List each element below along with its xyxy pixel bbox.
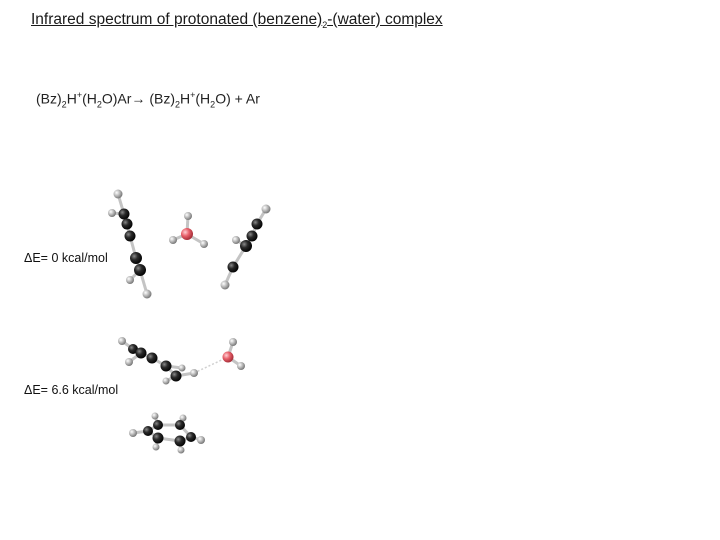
hydrogen-bond [194, 357, 228, 373]
energy-label-structure-2: ΔE= 6.6 kcal/mol [24, 383, 119, 397]
energy-label-structure-1: ΔE= 0 kcal/mol [24, 251, 108, 265]
slide-title: Infrared spectrum of protonated $(benzene)_2-(water)$ complex [31, 11, 443, 31]
reaction-equation: $(Bz)_2H^+(H_2O)Ar\to (Bz)_2H^+(H_2O) + Ar$ [36, 90, 260, 110]
oxygen-atom [181, 228, 193, 240]
structure-1-molecule [108, 190, 271, 299]
oxygen-atom [223, 352, 234, 363]
structure-2-molecule [118, 337, 245, 454]
